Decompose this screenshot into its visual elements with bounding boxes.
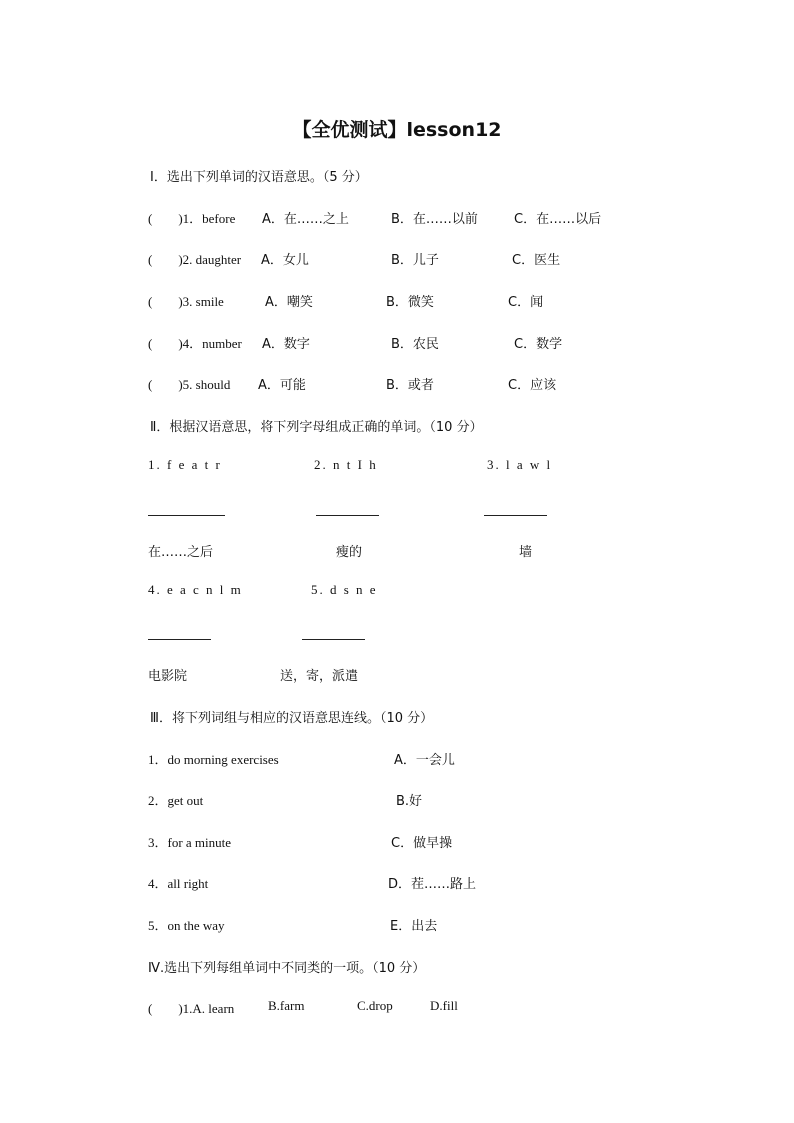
option-c: C．应该	[508, 378, 557, 393]
section-2-heading: Ⅱ．根据汉语意思，将下列字母组成正确的单词。（10 分）	[150, 420, 483, 435]
option-b: B．儿子	[391, 253, 439, 268]
option-c: C.drop	[357, 998, 393, 1013]
option-b: B.farm	[268, 998, 305, 1013]
answer-blank[interactable]	[148, 638, 211, 640]
scrambled-word: 3. l a w l	[487, 457, 553, 472]
section-1-heading: Ⅰ．选出下列单词的汉语意思。（5 分）	[150, 170, 368, 185]
question-number: ( )2. daughter	[148, 252, 242, 267]
option-a: A．女儿	[261, 253, 309, 268]
meaning-option: B.好	[396, 794, 423, 809]
meaning-option: A．一会儿	[394, 753, 455, 768]
option-b: B．在……以前	[391, 212, 478, 227]
option-a: A．数字	[262, 337, 310, 352]
answer-blank[interactable]	[302, 638, 365, 640]
answer-blank[interactable]	[316, 514, 379, 516]
option-c: C．闻	[508, 295, 544, 310]
chinese-meaning: 送，寄，派遣	[280, 669, 359, 684]
page-title: 【全优测试】lesson12	[292, 119, 502, 141]
question-number: ( )5. should	[148, 377, 231, 392]
section-4-heading: Ⅳ.选出下列每组单词中不同类的一项。（10 分）	[148, 961, 426, 976]
option-b: B．农民	[391, 337, 439, 352]
option-b: B．或者	[386, 378, 434, 393]
chinese-meaning: 在……之后	[148, 545, 214, 560]
section-3-heading: Ⅲ．将下列词组与相应的汉语意思连线。（10 分）	[150, 711, 434, 726]
question-number: ( )1．before	[148, 211, 236, 226]
option-b: B．微笑	[386, 295, 434, 310]
scrambled-word: 1. f e a t r	[148, 457, 222, 472]
phrase: 4．all right	[148, 876, 209, 891]
answer-blank[interactable]	[484, 514, 547, 516]
question-number: ( )3. smile	[148, 294, 224, 309]
meaning-option: C．做早操	[391, 836, 453, 851]
option-a: A．嘲笑	[265, 295, 313, 310]
phrase: 3．for a minute	[148, 835, 232, 850]
chinese-meaning: 瘦的	[336, 545, 363, 560]
question-number: ( )4．number	[148, 336, 242, 351]
chinese-meaning: 电影院	[148, 669, 188, 684]
meaning-option: D．茬……路上	[388, 877, 477, 892]
meaning-option: E．出去	[390, 919, 438, 934]
scrambled-word: 4. e a c n l m	[148, 582, 243, 597]
option-c: C．数学	[514, 337, 563, 352]
phrase: 5．on the way	[148, 918, 225, 933]
phrase: 1．do morning exercises	[148, 752, 279, 767]
option-a: A．可能	[258, 378, 306, 393]
answer-blank[interactable]	[148, 514, 225, 516]
scrambled-word: 5. d s n e	[311, 582, 378, 597]
option-c: C．在……以后	[514, 212, 602, 227]
option-d: D.fill	[430, 998, 458, 1013]
question-number: ( )1.A. learn	[148, 1001, 235, 1016]
chinese-meaning: 墙	[519, 545, 533, 560]
scrambled-word: 2. n t I h	[314, 457, 378, 472]
phrase: 2．get out	[148, 793, 204, 808]
option-c: C．医生	[512, 253, 561, 268]
option-a: A．在……之上	[262, 212, 349, 227]
